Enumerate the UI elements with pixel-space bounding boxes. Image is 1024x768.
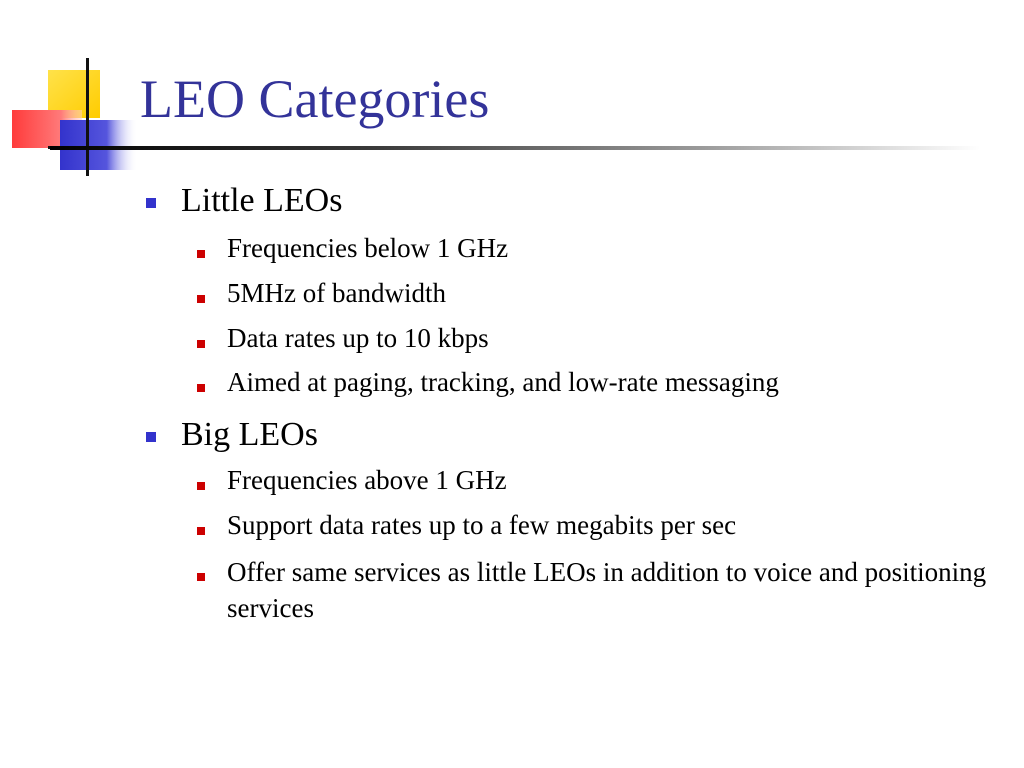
bullet-item: Frequencies above 1 GHz [227, 465, 507, 495]
title-underline [50, 146, 980, 150]
level2-bullet-icon [197, 384, 205, 392]
bullet-item: Aimed at paging, tracking, and low-rate messaging [227, 367, 779, 397]
level2-bullet-icon [197, 250, 205, 258]
level2-bullet-icon [197, 573, 205, 581]
bullet-item: Data rates up to 10 kbps [227, 323, 489, 353]
logo-blue-bar [60, 120, 138, 170]
level2-bullet-icon [197, 295, 205, 303]
level2-bullet-icon [197, 482, 205, 490]
bullet-item: Offer same services as little LEOs in addition to voice and positioning services [227, 557, 987, 623]
logo-vertical-line [86, 58, 89, 176]
section-heading-big-leos: Big LEOs [181, 416, 318, 453]
slide-title: LEO Categories [140, 69, 490, 129]
slide-logo [0, 0, 150, 185]
level1-bullet-icon [146, 432, 156, 442]
level1-bullet-icon [146, 198, 156, 208]
section-heading-little-leos: Little LEOs [181, 182, 343, 219]
bullet-item: 5MHz of bandwidth [227, 278, 446, 308]
level2-bullet-icon [197, 527, 205, 535]
level2-bullet-icon [197, 340, 205, 348]
bullet-item: Support data rates up to a few megabits per sec [227, 510, 737, 540]
bullet-item: Frequencies below 1 GHz [227, 233, 509, 263]
